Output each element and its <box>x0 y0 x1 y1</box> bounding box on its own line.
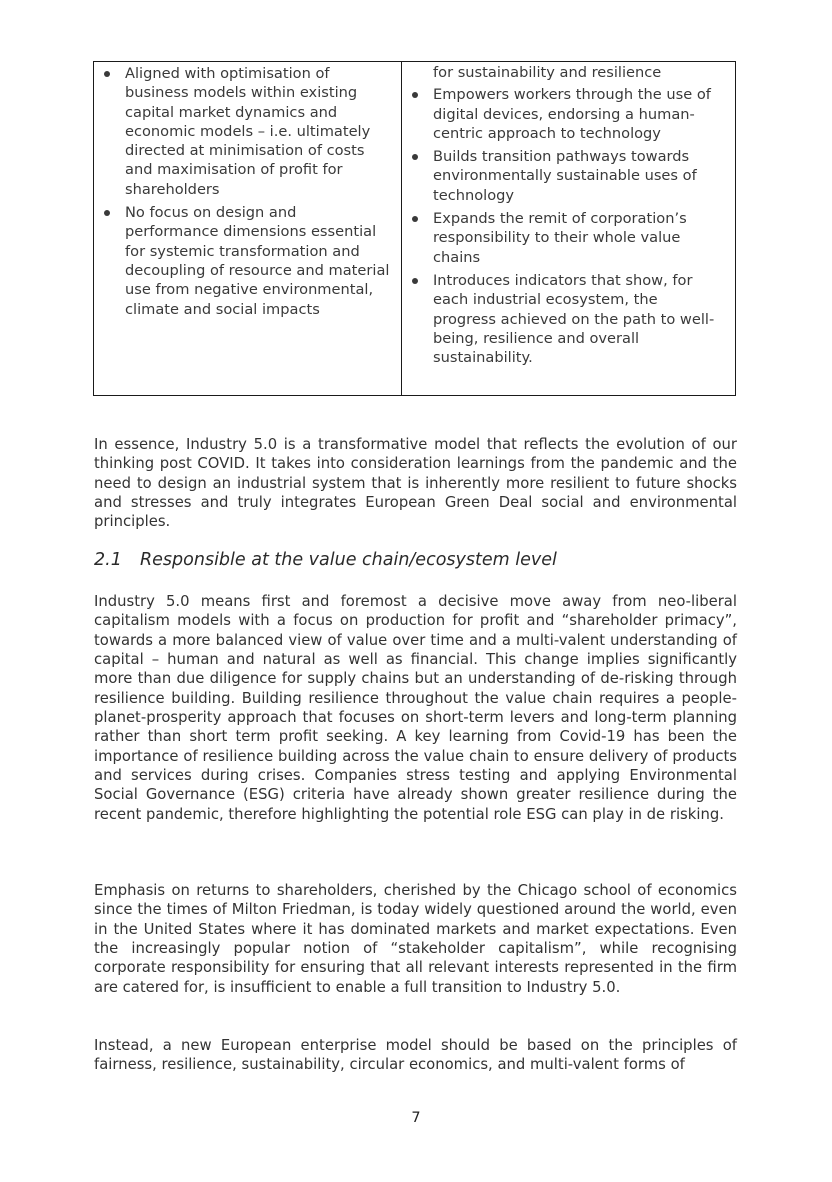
list-item <box>102 203 391 319</box>
list-item <box>410 271 725 367</box>
comparison-table <box>93 61 736 396</box>
list-item-text: No focus on design and performance dimensions essential for systemic transformation and decoupling of resource and material use from negative environmental, climate and social impacts <box>125 204 390 318</box>
paragraph-emphasis: Emphasis on returns to shareholders, cherished by the Chicago school of economics since the times of Milton Friedman, is today widely questioned around the world, even in the United States where it has dominated markets and market expectations. Even the increasingly popular notion of “stakeholder capitalism”, while recognising corporate responsibility for ensuring that all relevant interests represented in the firm are catered for, is insufficient to enable a full transition to Industry 5.0. <box>94 882 737 996</box>
section-number: 2.1 <box>94 550 122 570</box>
bullet-icon <box>412 278 418 284</box>
left-bullet-list <box>102 64 391 319</box>
bullet-icon <box>412 92 418 98</box>
list-item-text: Introduces indicators that show, for each industrial ecosystem, the progress achieved on the path to well-being, resilience and overall sustainability. <box>433 271 715 367</box>
page-number: 7 <box>411 1110 421 1126</box>
list-item <box>410 209 725 267</box>
section-title: Responsible at the value chain/ecosystem level <box>140 550 557 570</box>
list-item-text: Builds transition pathways towards environmentally sustainable uses of technology <box>433 148 697 204</box>
paragraph-industry: Industry 5.0 means first and foremost a decisive move away from neo-liberal capitalism models with a focus on production for profit and “shareholder primacy”, towards a more balanced view of value over time and a multi-valent understanding of capital – human and natural as well as financial. This change implies significantly more than due diligence for supply chains but an understanding of de-risking through resilience building. Building resilience throughout the value chain requires a people-planet-prosperity approach that focuses on short-term levers and long-term planning rather than short term profit seeking. A key learning from Covid-19 has been the importance of resilience building across the value chain to ensure delivery of products and services during crises. Companies stress testing and applying Environmental Social Governance (ESG) criteria have already shown greater resilience during the recent pandemic, therefore highlighting the potential role ESG can play in de risking. <box>94 593 737 823</box>
continued-text: for sustainability and resilience <box>433 64 662 81</box>
list-item-text: Expands the remit of corporation’s responsibility to their whole value chains <box>433 210 687 266</box>
table-cell-left <box>94 62 402 396</box>
list-item <box>410 147 725 205</box>
list-item <box>410 85 725 143</box>
paragraph-instead: Instead, a new European enterprise model should be based on the principles of fairness, resilience, sustainability, circular economics, and multi-valent forms of <box>94 1037 737 1074</box>
list-item-text: Aligned with optimisation of business models within existing capital market dynamics and economic models – i.e. ultimately directed at minimisation of costs and maximisation of profit for shareholders <box>125 65 371 198</box>
right-bullet-list <box>410 85 725 367</box>
table-cell-right <box>402 62 736 396</box>
bullet-icon <box>104 210 110 216</box>
list-item-text: Empowers workers through the use of digital devices, endorsing a human-centric approach to technology <box>433 86 711 142</box>
bullet-icon <box>104 71 110 77</box>
list-item <box>102 64 391 199</box>
bullet-icon <box>412 154 418 160</box>
paragraph-essence: In essence, Industry 5.0 is a transformative model that reflects the evolution of our thinking post COVID. It takes into consideration learnings from the pandemic and the need to design an industrial system that is inherently more resilient to future shocks and stresses and truly integrates European Green Deal social and environmental principles. <box>94 436 737 531</box>
section-heading <box>94 550 737 570</box>
bullet-icon <box>412 216 418 222</box>
